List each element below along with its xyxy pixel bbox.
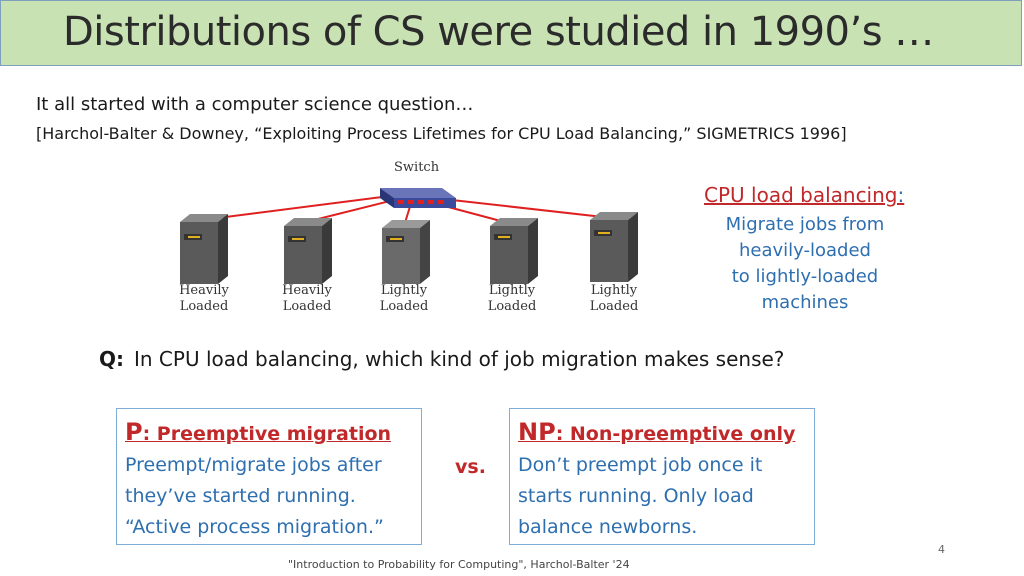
cpu-load-balancing-description: Migrate jobs from heavily-loaded to lightly-loaded machines [725, 214, 885, 313]
machine-icon-2 [284, 218, 332, 284]
preemptive-line-2: they’ve started running. [125, 485, 356, 507]
non-preemptive-line-3: balance newborns. [518, 516, 698, 538]
preemptive-line-1: Preempt/migrate jobs after [125, 454, 382, 476]
machine-icon-4 [490, 218, 538, 284]
preemptive-option-box [116, 408, 422, 545]
non-preemptive-line-2: starts running. Only load [518, 485, 754, 507]
question-text [99, 347, 784, 371]
machine-label-1: Heavily Loaded [179, 283, 229, 314]
question-body: In CPU load balancing, which kind of job migration makes sense? [134, 347, 785, 371]
machine-icon-1 [180, 214, 228, 284]
title-bar [0, 0, 1022, 66]
footer-text: "Introduction to Probability for Computing", Harchol-Balter '24 [288, 558, 630, 571]
machine-icon-5 [590, 212, 638, 282]
machine-icon-3 [382, 220, 430, 284]
switch-icon [380, 188, 456, 208]
non-preemptive-line-1: Don’t preempt job once it [518, 454, 763, 476]
machine-label-4: Lightly Loaded [487, 283, 537, 314]
question-prefix: Q: [99, 347, 124, 371]
page-number: 4 [938, 543, 945, 556]
cpu-load-balancing-title: CPU load balancing: [704, 183, 905, 207]
preemptive-line-3: “Active process migration.” [125, 516, 384, 538]
machine-label-2: Heavily Loaded [282, 283, 332, 314]
slide-title: Distributions of CS were studied in 1990’s … [63, 9, 934, 55]
switch-label: Switch [394, 160, 440, 175]
wire-5 [434, 198, 612, 218]
citation-text: [Harchol-Balter & Downey, “Exploiting Process Lifetimes for CPU Load Balancing,” SIGMETRICS 1996] [36, 124, 847, 143]
machine-label-3: Lightly Loaded [379, 283, 429, 314]
network-diagram [150, 170, 670, 285]
vs-label: vs. [455, 456, 486, 478]
non-preemptive-title: NP: Non-preemptive only [518, 418, 796, 446]
machine-label-5: Lightly Loaded [589, 283, 639, 314]
non-preemptive-option-box [509, 408, 815, 545]
preemptive-title: P: Preemptive migration [125, 418, 392, 446]
intro-text: It all started with a computer science question… [36, 94, 474, 115]
